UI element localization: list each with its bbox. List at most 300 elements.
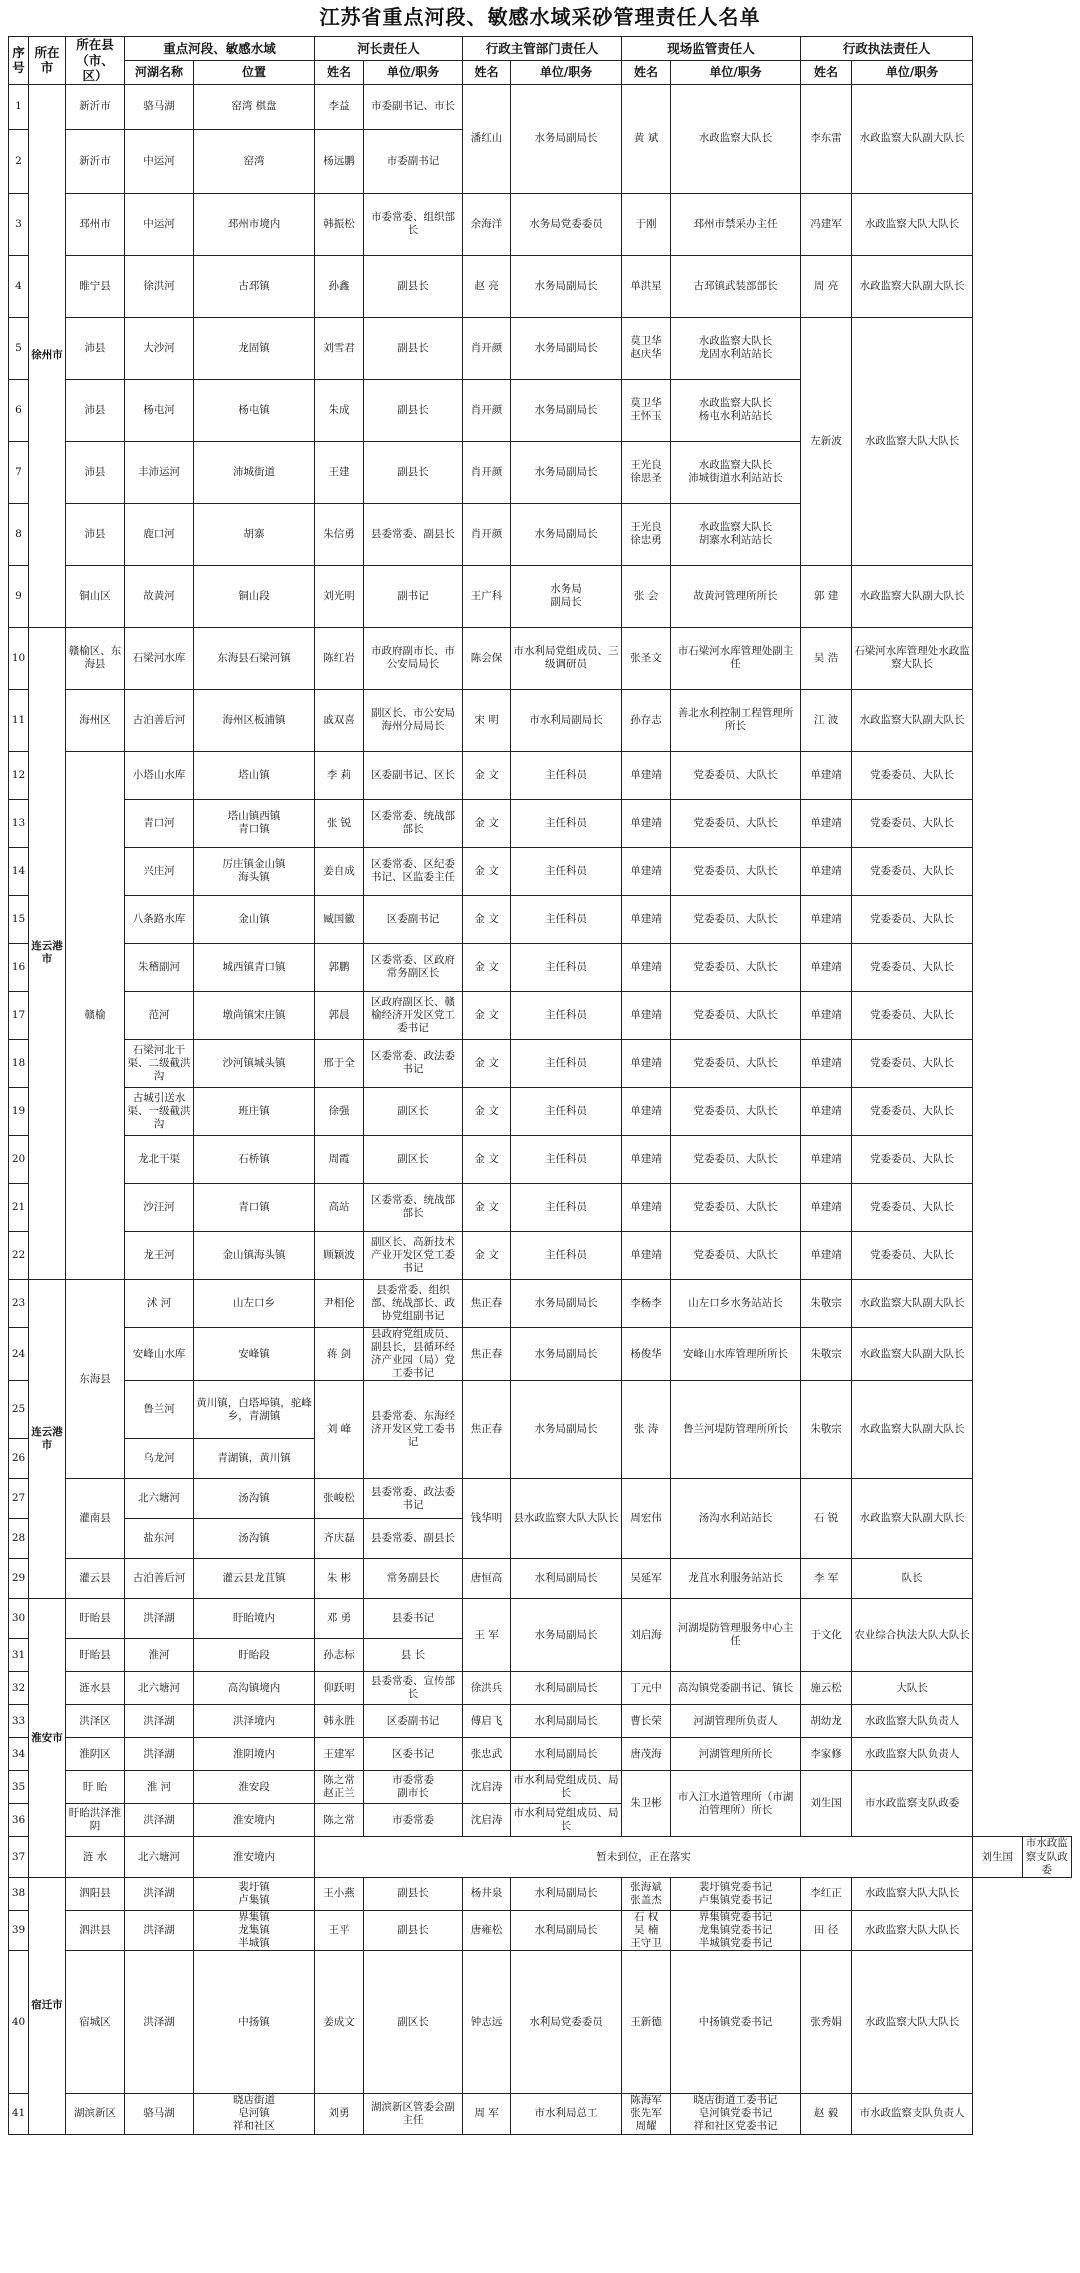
ad-name: 宋 明: [463, 689, 511, 751]
rc-post: 县委常委、宣传部长: [364, 1672, 463, 1705]
table-row: [9, 1910, 1072, 1950]
ad-name: 金 文: [463, 1087, 511, 1135]
rc-post: 县委常委、政法委书记: [364, 1479, 463, 1519]
law-post: 水政监察大队大队长: [852, 1910, 973, 1950]
river-name: 洪泽湖: [125, 1877, 194, 1910]
row-seq: 36: [9, 1804, 29, 1837]
site-name: 吴延军: [622, 1559, 671, 1599]
rc-name: 姜成文: [315, 1951, 364, 2094]
ad-post: 市水利局党组成员、局长: [511, 1771, 622, 1804]
river-name: 朱稽副河: [125, 943, 194, 991]
rc-post: 区委常委、政法委书记: [364, 1039, 463, 1087]
river-location: 汤沟镇: [194, 1479, 315, 1519]
rc-post: 市委常委 副市长: [364, 1771, 463, 1804]
header-name: 姓名: [801, 60, 852, 84]
river-location: 盱眙段: [194, 1639, 315, 1672]
row-seq: 40: [9, 1951, 29, 2094]
site-post: 中扬镇党委书记: [671, 1951, 801, 2094]
river-name: 鲁兰河: [125, 1381, 194, 1439]
ad-name: 潘红山: [463, 84, 511, 193]
ad-post: 水务局副局长: [511, 441, 622, 503]
site-name: 周宏伟: [622, 1479, 671, 1559]
river-name: 盐东河: [125, 1519, 194, 1559]
rc-post: 副区长、市公安局海州分局局长: [364, 689, 463, 751]
law-post: 党委委员、大队长: [852, 1135, 973, 1183]
law-name: 冯建军: [801, 193, 852, 255]
ad-name: 金 文: [463, 1039, 511, 1087]
header-location: 位置: [194, 60, 315, 84]
ad-post: 县水政监察大队大队长: [511, 1479, 622, 1559]
county-name: 泗洪县: [66, 1910, 125, 1950]
header-county: 所在县 （市、区）: [66, 37, 125, 85]
table-row: [9, 1039, 1072, 1087]
county-name: 赣榆区、东海县: [66, 627, 125, 689]
county-name: 盱眙洪泽淮阴: [66, 1804, 125, 1837]
ad-post: 主任科员: [511, 1087, 622, 1135]
table-row: [9, 84, 1072, 129]
row-seq: 19: [9, 1087, 29, 1135]
site-name: 单建靖: [622, 751, 671, 799]
river-name: 洪泽湖: [125, 1738, 194, 1771]
site-name: 黄 斌: [622, 84, 671, 193]
table-row: [9, 1479, 1072, 1519]
county-name: 新沂市: [66, 84, 125, 129]
row-seq: 10: [9, 627, 29, 689]
ad-post: 水利局党委委员: [511, 1951, 622, 2094]
row-seq: 29: [9, 1559, 29, 1599]
row-seq: 34: [9, 1738, 29, 1771]
table-row: [9, 1599, 1072, 1639]
site-name: 莫卫华 赵庆华: [622, 317, 671, 379]
river-name: 中运河: [125, 129, 194, 193]
site-post: 故黄河管理所所长: [671, 565, 801, 627]
ad-post: 水利局副局长: [511, 1910, 622, 1950]
rc-name: 韩永胜: [315, 1705, 364, 1738]
river-location: 晓店街道 皂河镇 祥和社区: [194, 2094, 315, 2134]
river-location: 窑湾: [194, 129, 315, 193]
law-post: 水政监察大队副大队长: [852, 1327, 973, 1381]
law-name: 周 亮: [801, 255, 852, 317]
rc-post: 区委书记: [364, 1738, 463, 1771]
ad-name: 金 文: [463, 1231, 511, 1279]
table-row: [9, 689, 1072, 751]
river-location: 裴圩镇 卢集镇: [194, 1877, 315, 1910]
ad-post: 主任科员: [511, 799, 622, 847]
river-location: 塔山镇西镇 青口镇: [194, 799, 315, 847]
ad-name: 唐雍松: [463, 1910, 511, 1950]
law-name: 刘生国: [973, 1837, 1022, 1877]
ad-post: 主任科员: [511, 751, 622, 799]
county-name: 灌云县: [66, 1559, 125, 1599]
river-name: 杨屯河: [125, 379, 194, 441]
law-name: 李红正: [801, 1877, 852, 1910]
site-post: 河湖管理所负责人: [671, 1705, 801, 1738]
ad-name: 金 文: [463, 895, 511, 943]
site-name: 丁元中: [622, 1672, 671, 1705]
law-post: 水政监察大队负责人: [852, 1705, 973, 1738]
table-row: [9, 847, 1072, 895]
ad-post: 水务局副局长: [511, 1327, 622, 1381]
rc-post: 湖滨新区管委会副主任: [364, 2094, 463, 2134]
table-row: [9, 991, 1072, 1039]
ad-name: 王 军: [463, 1599, 511, 1672]
rc-name: 王建: [315, 441, 364, 503]
river-name: 沭 河: [125, 1279, 194, 1327]
table-row: [9, 943, 1072, 991]
city-name: 徐州市: [29, 84, 66, 627]
city-name: 连云港市: [29, 1279, 66, 1599]
law-post: 党委委员、大队长: [852, 895, 973, 943]
header-name: 姓名: [315, 60, 364, 84]
law-name: 单建靖: [801, 799, 852, 847]
header-unit-post: 单位/职务: [511, 60, 622, 84]
ad-post: 市水利局党组成员、局长: [511, 1804, 622, 1837]
rc-name: 孙鑫: [315, 255, 364, 317]
county-name: 沛县: [66, 379, 125, 441]
law-name: 左新波: [801, 317, 852, 565]
row-seq: 30: [9, 1599, 29, 1639]
law-name: 吴 浩: [801, 627, 852, 689]
rc-name: 王建军: [315, 1738, 364, 1771]
ad-post: 水务局副局长: [511, 84, 622, 193]
river-name: 古泊善后河: [125, 689, 194, 751]
header-row-2: [9, 60, 1072, 84]
header-law-enforcement: 行政执法责任人: [801, 37, 973, 61]
rc-name: 戚双喜: [315, 689, 364, 751]
site-post: 裴圩镇党委书记 卢集镇党委书记: [671, 1877, 801, 1910]
river-location: 黄川镇，白塔埠镇，驼峰乡，青湖镇: [194, 1381, 315, 1439]
river-name: 洪泽湖: [125, 1705, 194, 1738]
row-seq: 18: [9, 1039, 29, 1087]
law-name: 胡幼龙: [801, 1705, 852, 1738]
rc-post: 县委常委、副县长: [364, 503, 463, 565]
site-name: 单建靖: [622, 1183, 671, 1231]
river-name: 范河: [125, 991, 194, 1039]
row-seq: 15: [9, 895, 29, 943]
site-post: 高沟镇党委副书记、镇长: [671, 1672, 801, 1705]
river-location: 淮安境内: [194, 1804, 315, 1837]
table-row: [9, 317, 1072, 379]
row-seq: 38: [9, 1877, 29, 1910]
table-row: [9, 1705, 1072, 1738]
site-name: 单洪星: [622, 255, 671, 317]
river-location: 窑湾 棋盘: [194, 84, 315, 129]
ad-post: 主任科员: [511, 1231, 622, 1279]
site-post: 邳州市禁采办主任: [671, 193, 801, 255]
ad-post: 市水利局总工: [511, 2094, 622, 2134]
rc-name: 郭晨: [315, 991, 364, 1039]
site-name: 孙存志: [622, 689, 671, 751]
table-row: [9, 751, 1072, 799]
row-seq: 20: [9, 1135, 29, 1183]
river-location: 杨屯镇: [194, 379, 315, 441]
rc-post: 副区长、高新技术产业开发区党工委书记: [364, 1231, 463, 1279]
county-name: 宿城区: [66, 1951, 125, 2094]
rc-post: 县政府党组成员、副县长，县循环经济产业园（局）党工委书记: [364, 1327, 463, 1381]
site-name: 张 会: [622, 565, 671, 627]
ad-name: 金 文: [463, 943, 511, 991]
site-name: 张 涛: [622, 1381, 671, 1479]
rc-name: 李 莉: [315, 751, 364, 799]
ad-post: 水务局副局长: [511, 379, 622, 441]
law-post: 水政监察大队大队长: [852, 193, 973, 255]
law-name: 单建靖: [801, 847, 852, 895]
law-name: 于文化: [801, 1599, 852, 1672]
river-location: 沛城街道: [194, 441, 315, 503]
site-name: 单建靖: [622, 1087, 671, 1135]
row-seq: 25: [9, 1381, 29, 1439]
ad-post: 主任科员: [511, 1039, 622, 1087]
rc-post: 县委常委、东海经济开发区党工委书记: [364, 1381, 463, 1479]
site-name: 朱卫彬: [622, 1771, 671, 1837]
law-name: 单建靖: [801, 991, 852, 1039]
table-row: [9, 2094, 1072, 2134]
rc-post: 市政府副市长、市公安局局长: [364, 627, 463, 689]
law-name: 李 军: [801, 1559, 852, 1599]
site-post: 市石梁河水库管理处副主任: [671, 627, 801, 689]
site-name: 单建靖: [622, 991, 671, 1039]
site-name: 单建靖: [622, 847, 671, 895]
rc-name: 邓 勇: [315, 1599, 364, 1639]
river-name: 洪泽湖: [125, 1599, 194, 1639]
ad-post: 主任科员: [511, 1183, 622, 1231]
table-row: [9, 1738, 1072, 1771]
county-name: 涟水县: [66, 1672, 125, 1705]
rc-post: 副县长: [364, 379, 463, 441]
river-location: 青口镇: [194, 1183, 315, 1231]
pending-notice: 暂未到位，正在落实: [315, 1837, 973, 1877]
ad-post: 水务局副局长: [511, 255, 622, 317]
site-post: 安峰山水库管理所所长: [671, 1327, 801, 1381]
ad-name: 陈会保: [463, 627, 511, 689]
row-seq: 6: [9, 379, 29, 441]
river-location: 厉庄镇金山镇 海头镇: [194, 847, 315, 895]
rc-name: 李益: [315, 84, 364, 129]
row-seq: 39: [9, 1910, 29, 1950]
river-location: 班庄镇: [194, 1087, 315, 1135]
rc-post: 副书记: [364, 565, 463, 627]
county-name: 铜山区: [66, 565, 125, 627]
rc-name: 齐庆磊: [315, 1519, 364, 1559]
river-location: 淮安境内: [194, 1837, 315, 1877]
county-name: 邳州市: [66, 193, 125, 255]
river-location: 东海县石梁河镇: [194, 627, 315, 689]
rc-name: 朱成: [315, 379, 364, 441]
site-post: 龙苴水利服务站站长: [671, 1559, 801, 1599]
table-row: [9, 1771, 1072, 1804]
rc-name: 姜自成: [315, 847, 364, 895]
document-title: 江苏省重点河段、敏感水域采砂管理责任人名单: [319, 5, 761, 29]
river-name: 骆马湖: [125, 2094, 194, 2134]
rc-post: 副县长: [364, 1877, 463, 1910]
rc-name: 尹相伦: [315, 1279, 364, 1327]
row-seq: 7: [9, 441, 29, 503]
table-row: [9, 1279, 1072, 1327]
ad-post: 水利局副局长: [511, 1705, 622, 1738]
rc-name: 王平: [315, 1910, 364, 1950]
site-name: 单建靖: [622, 1039, 671, 1087]
ad-post: 水务局副局长: [511, 1599, 622, 1672]
rc-name: 刘光明: [315, 565, 364, 627]
river-name: 安峰山水库: [125, 1327, 194, 1381]
ad-post: 水务局副局长: [511, 1279, 622, 1327]
rc-name: 韩振松: [315, 193, 364, 255]
river-location: 邳州市境内: [194, 193, 315, 255]
ad-post: 水务局副局长: [511, 317, 622, 379]
site-post: 党委委员、大队长: [671, 1135, 801, 1183]
ad-post: 水务局副局长: [511, 1381, 622, 1479]
law-post: 水政监察大队副大队长: [852, 565, 973, 627]
header-unit-post: 单位/职务: [671, 60, 801, 84]
site-post: 河湖管理所所长: [671, 1738, 801, 1771]
law-name: 单建靖: [801, 1039, 852, 1087]
ad-name: 肖开颜: [463, 503, 511, 565]
row-seq: 21: [9, 1183, 29, 1231]
site-name: 张圣文: [622, 627, 671, 689]
rc-name: 张峻松: [315, 1479, 364, 1519]
law-post: 党委委员、大队长: [852, 943, 973, 991]
site-name: 王新德: [622, 1951, 671, 2094]
ad-post: 水务局副局长: [511, 503, 622, 565]
table-row: [9, 1672, 1072, 1705]
rc-name: 王小燕: [315, 1877, 364, 1910]
site-name: 单建靖: [622, 895, 671, 943]
ad-name: 金 文: [463, 1183, 511, 1231]
table-row: [9, 193, 1072, 255]
header-river-name: 河湖名称: [125, 60, 194, 84]
row-seq: 11: [9, 689, 29, 751]
rc-name: 刘雪君: [315, 317, 364, 379]
rc-name: 陈之常 赵正兰: [315, 1771, 364, 1804]
ad-post: 水利局副局长: [511, 1559, 622, 1599]
rc-name: 朱信勇: [315, 503, 364, 565]
rc-name: 刘 峰: [315, 1381, 364, 1479]
law-post: 队长: [852, 1559, 973, 1599]
rc-post: 市委常委: [364, 1804, 463, 1837]
ad-name: 金 文: [463, 991, 511, 1039]
site-post: 水政监察大队长 沛城街道水利站站长: [671, 441, 801, 503]
law-name: 单建靖: [801, 751, 852, 799]
rc-name: 邢于全: [315, 1039, 364, 1087]
law-name: 郭 建: [801, 565, 852, 627]
row-seq: 35: [9, 1771, 29, 1804]
river-location: 汤沟镇: [194, 1519, 315, 1559]
site-post: 党委委员、大队长: [671, 799, 801, 847]
river-name: 龙北干渠: [125, 1135, 194, 1183]
law-post: 水政监察大队副大队长: [852, 255, 973, 317]
law-post: 水政监察大队副大队长: [852, 1479, 973, 1559]
river-location: 高沟镇境内: [194, 1672, 315, 1705]
row-seq: 27: [9, 1479, 29, 1519]
site-post: 界集镇党委书记 龙集镇党委书记 半城镇党委书记: [671, 1910, 801, 1950]
site-post: 党委委员、大队长: [671, 1183, 801, 1231]
river-name: 古城引送水渠、一级截洪沟: [125, 1087, 194, 1135]
ad-name: 张忠武: [463, 1738, 511, 1771]
river-name: 龙王河: [125, 1231, 194, 1279]
ad-post: 水利局副局长: [511, 1877, 622, 1910]
river-location: 古邳镇: [194, 255, 315, 317]
law-post: 市水政监察支队负责人: [852, 2094, 973, 2134]
site-post: 党委委员、大队长: [671, 847, 801, 895]
law-name: 施云松: [801, 1672, 852, 1705]
ad-name: 金 文: [463, 799, 511, 847]
site-name: 王光良 徐忠勇: [622, 503, 671, 565]
law-post: 水政监察大队大队长: [852, 1951, 973, 2094]
law-name: 赵 毅: [801, 2094, 852, 2134]
ad-post: 水务局党委委员: [511, 193, 622, 255]
county-name: 沛县: [66, 317, 125, 379]
ad-name: 沈启涛: [463, 1804, 511, 1837]
header-site-supervision: 现场监管责任人: [622, 37, 801, 61]
rc-name: 臧国徽: [315, 895, 364, 943]
river-location: 中扬镇: [194, 1951, 315, 2094]
site-name: 李杨李: [622, 1279, 671, 1327]
table-row: [9, 1183, 1072, 1231]
county-name: 灌南县: [66, 1479, 125, 1559]
rc-post: 县委常委、组织部、统战部长、政协党组副书记: [364, 1279, 463, 1327]
river-location: 铜山段: [194, 565, 315, 627]
ad-name: 唐恒高: [463, 1559, 511, 1599]
city-name: 连云港市: [29, 627, 66, 1279]
row-seq: 31: [9, 1639, 29, 1672]
ad-name: 钱华明: [463, 1479, 511, 1559]
site-post: 市入江水道管理所（市湖泊管理所）所长: [671, 1771, 801, 1837]
law-post: 农业综合执法大队大队长: [852, 1599, 973, 1672]
rc-post: 县 长: [364, 1639, 463, 1672]
ad-name: 肖开颜: [463, 317, 511, 379]
river-location: 墩尚镇宋庄镇: [194, 991, 315, 1039]
rc-post: 县委常委、副县长: [364, 1519, 463, 1559]
ad-name: 傅启飞: [463, 1705, 511, 1738]
county-name: 东海县: [66, 1279, 125, 1479]
river-location: 界集镇 龙集镇 半城镇: [194, 1910, 315, 1950]
ad-name: 肖开颜: [463, 441, 511, 503]
law-post: 党委委员、大队长: [852, 847, 973, 895]
row-seq: 32: [9, 1672, 29, 1705]
rc-name: 张 锐: [315, 799, 364, 847]
ad-post: 主任科员: [511, 943, 622, 991]
rc-name: 顾颖波: [315, 1231, 364, 1279]
river-name: 故黄河: [125, 565, 194, 627]
table-row: [9, 1231, 1072, 1279]
river-location: 安峰镇: [194, 1327, 315, 1381]
rc-name: 郭鹏: [315, 943, 364, 991]
river-name: 小塔山水库: [125, 751, 194, 799]
row-seq: 9: [9, 565, 29, 627]
rc-name: 孙志标: [315, 1639, 364, 1672]
ad-post: 市水利局党组成员、三级调研员: [511, 627, 622, 689]
river-name: 兴庄河: [125, 847, 194, 895]
table-row: [9, 255, 1072, 317]
site-post: 晓店街道工委书记 皂河镇党委书记 祥和社区党委书记: [671, 2094, 801, 2134]
law-post: 市水政监察支队政委: [1022, 1837, 1071, 1877]
site-name: 单建靖: [622, 1231, 671, 1279]
rc-name: 陈红岩: [315, 627, 364, 689]
table-row: [9, 565, 1072, 627]
river-name: 徐洪河: [125, 255, 194, 317]
law-name: 李家修: [801, 1738, 852, 1771]
table-row: [9, 1951, 1072, 2094]
river-location: 塔山镇: [194, 751, 315, 799]
county-name: 沛县: [66, 441, 125, 503]
river-location: 盱眙境内: [194, 1599, 315, 1639]
river-name: 北六塘河: [125, 1479, 194, 1519]
site-post: 河湖堤防管理服务中心主任: [671, 1599, 801, 1672]
law-post: 水政监察大队副大队长: [852, 1381, 973, 1479]
header-city: 所在 市: [29, 37, 66, 85]
rc-name: 陈之常: [315, 1804, 364, 1837]
rc-name: 高站: [315, 1183, 364, 1231]
